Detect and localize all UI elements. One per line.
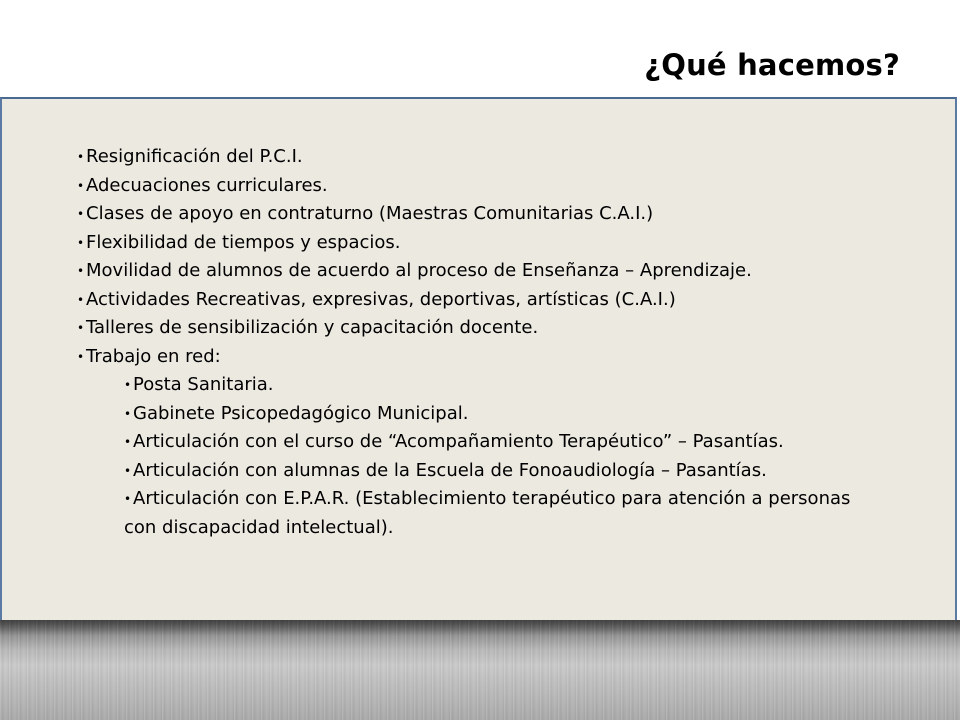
list-item-text: Adecuaciones curriculares.: [86, 174, 328, 196]
bullet-icon: •: [124, 406, 132, 421]
sub-list-item: [124, 485, 897, 542]
list-item: [77, 200, 897, 229]
bullet-icon: •: [124, 463, 132, 478]
sub-list-item: [124, 428, 897, 457]
bullet-icon: •: [77, 292, 85, 307]
bullet-icon: •: [77, 235, 85, 250]
list-item: [77, 314, 897, 343]
list-item-text: Movilidad de alumnos de acuerdo al proceso de Enseñanza – Aprendizaje.: [86, 260, 752, 281]
bullet-icon: •: [124, 378, 132, 392]
sub-list: [77, 371, 897, 542]
list-item-text: Talleres de sensibilización y capacitación docente.: [86, 317, 539, 338]
list-item-text: Resignificación del P.C.I.: [86, 146, 303, 167]
sub-list-item: [124, 457, 897, 486]
list-item-text: Clases de apoyo en contraturno (Maestras Comunitarias C.A.I.): [86, 203, 654, 224]
bullet-icon: •: [77, 207, 85, 221]
bullet-icon: •: [77, 178, 85, 193]
bullet-icon: •: [124, 492, 132, 506]
bullet-icon: •: [77, 349, 85, 364]
slide-title: ¿Qué hacemos?: [644, 48, 900, 82]
sub-list-item-text: Articulación con E.P.A.R. (Establecimiento terapéutico para atención a personas con discapacidad intelectual).: [124, 488, 851, 538]
bullet-icon: •: [77, 264, 85, 278]
bullet-icon: •: [77, 150, 85, 164]
list-item: [77, 343, 897, 543]
list-item: [77, 143, 897, 172]
sub-list-item-text: Gabinete Psicopedagógico Municipal.: [133, 402, 469, 424]
sub-list-item: [124, 400, 897, 429]
footer-shadow: [0, 620, 960, 636]
sub-list-item-text: Articulación con alumnas de la Escuela de Fonoaudiología – Pasantías.: [133, 459, 767, 481]
sub-list-item: [124, 371, 897, 400]
list-item-text: Actividades Recreativas, expresivas, deportivas, artísticas (C.A.I.): [86, 288, 676, 310]
list-item-text: Trabajo en red:: [86, 345, 221, 367]
list-item: [77, 229, 897, 258]
bullet-list: [77, 143, 897, 542]
bullet-icon: •: [124, 435, 132, 449]
sub-list-item-text: Articulación con el curso de “Acompañamiento Terapéutico” – Pasantías.: [133, 431, 784, 452]
list-item: [77, 286, 897, 315]
bullet-icon: •: [77, 321, 85, 335]
list-item: [77, 257, 897, 286]
sub-list-item-text: Posta Sanitaria.: [133, 374, 274, 395]
list-item: [77, 172, 897, 201]
list-item-text: Flexibilidad de tiempos y espacios.: [86, 231, 401, 253]
